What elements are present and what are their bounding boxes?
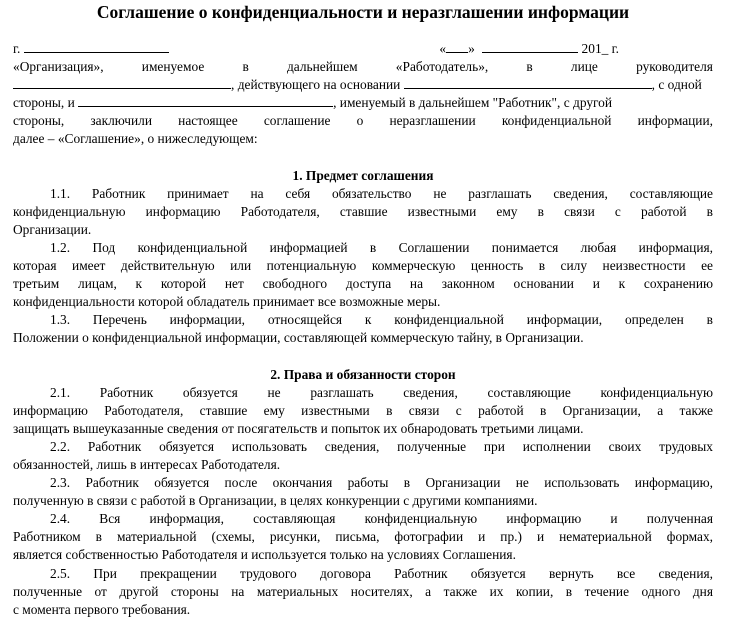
intro-word: «Работодатель», bbox=[395, 59, 489, 75]
day-blank bbox=[446, 40, 468, 53]
city-blank bbox=[24, 40, 169, 53]
intro-text: , с одной bbox=[651, 77, 702, 93]
intro-word: дальнейшем bbox=[286, 59, 358, 75]
intro-text: , именуемый в дальнейшем "Работник", с другой bbox=[333, 95, 613, 111]
clause-2-3: 2.3. Работник обязуется после окончания работы в Организации не использовать информацию, bbox=[50, 475, 713, 491]
clause-2-3-end: полученную в связи с работой в Организации, в целях конкуренции с другими компаниями. bbox=[13, 493, 538, 509]
clause-1-1-end: Организации. bbox=[13, 221, 92, 237]
month-blank bbox=[482, 40, 578, 53]
clause-2-5: 2.5. При прекращении трудового договора Работник обязуется вернуть все сведения, bbox=[50, 565, 713, 581]
intro-word: руководителя bbox=[636, 59, 713, 75]
date-open-quote: « bbox=[439, 41, 447, 56]
clause-1-2-end: конфиденциальности которой обладатель принимает все возможные меры. bbox=[13, 294, 441, 310]
clause-1-3-end: Положении о конфиденциальной информации, составляющей коммерческую тайну, в Организации. bbox=[13, 330, 584, 346]
document-title: Соглашение о конфиденциальности и неразглашении информации bbox=[96, 2, 630, 22]
intro-word: «Организация», bbox=[13, 59, 104, 75]
clause-2-4: 2.4. Вся информация, составляющая конфиденциальную информацию и полученная bbox=[50, 511, 713, 527]
section-1-heading: 1. Предмет соглашения bbox=[292, 167, 434, 183]
date-close-quote: » bbox=[468, 41, 475, 56]
clause-1-2-cont: третьим лицам, к которой нет свободного доступа на законном основании и к сохранению bbox=[13, 276, 713, 292]
intro-text: стороны, и bbox=[13, 95, 75, 111]
employee-name-blank bbox=[78, 94, 333, 107]
clause-1-3: 1.3. Перечень информации, относящейся к конфиденциальной информации, определен в bbox=[50, 312, 713, 328]
clause-2-1-end: защищать вышеуказанные сведения от посягательств и попыток их обнародовать третьими лицами. bbox=[13, 420, 584, 436]
section-2-heading: 2. Права и обязанности сторон bbox=[270, 366, 456, 382]
basis-blank bbox=[404, 76, 652, 89]
clause-2-1: 2.1. Работник обязуется не разглашать сведения, составляющие конфиденциальную bbox=[50, 384, 713, 400]
document-page bbox=[13, 0, 713, 619]
header-line bbox=[13, 40, 713, 58]
clause-2-2-end: обязанностей, лишь в интересах Работодателя. bbox=[13, 456, 281, 472]
clause-1-1: 1.1. Работник принимает на себя обязательство не разглашать сведения, составляющие bbox=[50, 185, 713, 201]
clause-2-4-cont: Работником в материальной (схемы, рисунки, письма, фотографии и пр.) и нематериальной формах, bbox=[13, 529, 713, 545]
intro-line-3 bbox=[13, 94, 713, 112]
clause-2-4-end: является собственностью Работодателя и используется только на условиях Соглашения. bbox=[13, 547, 516, 563]
clause-1-2-cont: которая имеет действительную или потенциальную коммерческую ценность в силу неизвестности ее bbox=[13, 258, 713, 274]
intro-line-1 bbox=[13, 58, 713, 76]
clause-1-1-cont: конфиденциальную информацию Работодателя, ставшие известными ему в связи с работой в bbox=[13, 203, 713, 219]
clause-2-5-cont: полученные от другой стороны на материальных носителях, а также их копии, в течение одного дня bbox=[13, 583, 713, 599]
intro-word: в bbox=[242, 59, 249, 75]
director-name-blank bbox=[13, 76, 231, 89]
intro-line-5: далее – «Соглашение», о нижеследующем: bbox=[13, 131, 258, 147]
clause-2-2: 2.2. Работник обязуется использовать сведения, полученные при исполнении своих трудовых bbox=[50, 438, 713, 454]
intro-word: в bbox=[526, 59, 533, 75]
intro-line-4: стороны, заключили настоящее соглашение о неразглашении конфиденциальной информации, bbox=[13, 113, 713, 129]
intro-word: именуемое bbox=[141, 59, 205, 75]
clause-2-5-end: с момента первого требования. bbox=[13, 601, 191, 617]
intro-line-2 bbox=[13, 76, 713, 94]
year-label: 201_ г. bbox=[581, 41, 620, 56]
intro-text: , действующего на основании bbox=[231, 77, 401, 93]
clause-2-1-cont: информацию Работодателя, ставшие ему известными в связи с работой в Организации, а также bbox=[13, 402, 713, 418]
city-label: г. bbox=[13, 41, 21, 56]
clause-1-2: 1.2. Под конфиденциальной информацией в Соглашении понимается любая информация, bbox=[50, 239, 713, 255]
intro-word: лице bbox=[570, 59, 598, 75]
